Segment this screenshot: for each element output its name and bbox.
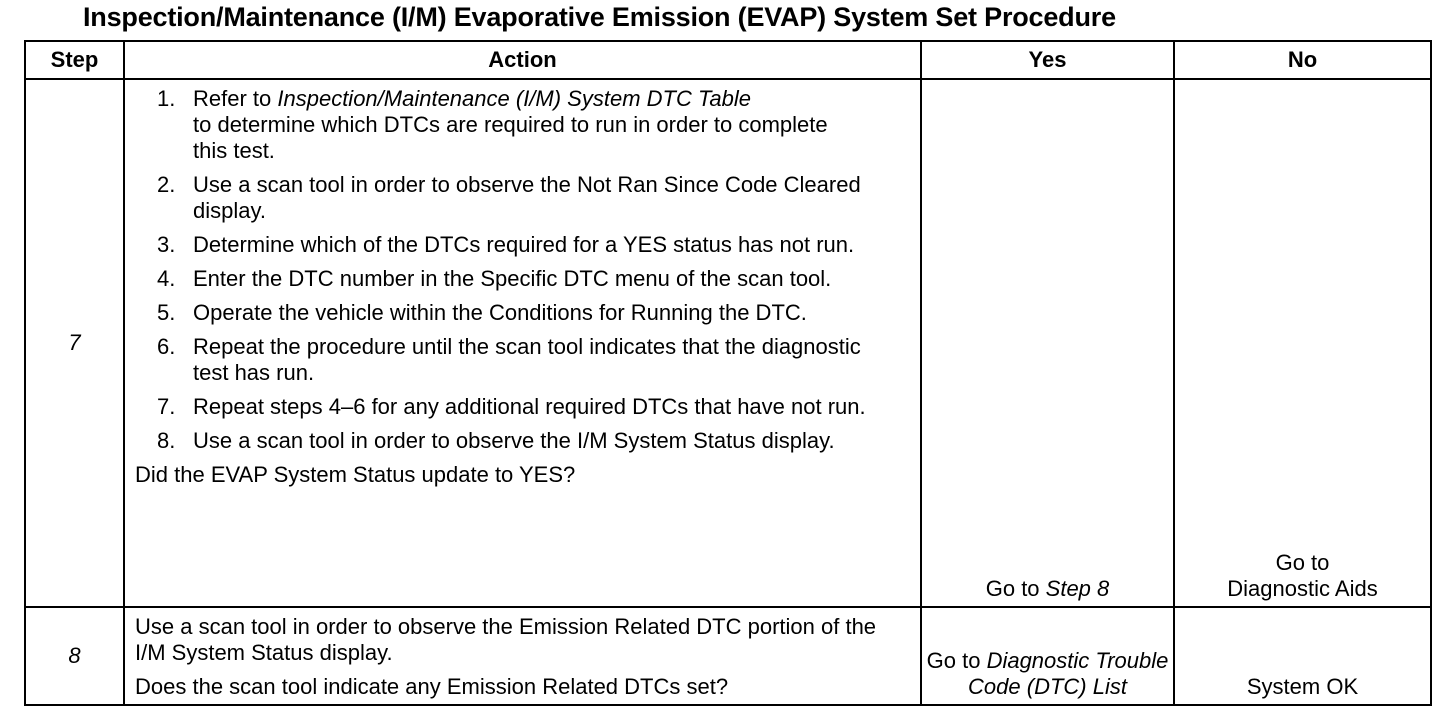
list-item bbox=[157, 232, 910, 258]
yes-action-text: Go to bbox=[926, 648, 987, 673]
step-action-text: Use a scan tool in order to observe the Emission Related DTC portion of the I/M System Status display. bbox=[135, 614, 877, 665]
action-cell bbox=[124, 607, 921, 705]
diagnostic-aids-link: Diagnostic Aids bbox=[1227, 576, 1378, 601]
table-row-step-8 bbox=[25, 607, 1431, 705]
list-item bbox=[157, 86, 910, 164]
header-action: Action bbox=[124, 41, 921, 79]
substep-text: Operate the vehicle within the Conditions for Running the DTC. bbox=[193, 300, 807, 325]
list-item bbox=[157, 266, 910, 292]
substep-text: Repeat steps 4–6 for any additional required DTCs that have not run. bbox=[193, 394, 866, 419]
yes-cell bbox=[921, 607, 1174, 705]
page-title: Inspection/Maintenance (I/M) Evaporative Emission (EVAP) System Set Procedure bbox=[83, 2, 1116, 32]
yes-action-text: Go to bbox=[985, 576, 1046, 601]
system-ok-text: System OK bbox=[1246, 674, 1359, 699]
substep-text: Enter the DTC number in the Specific DTC menu of the scan tool. bbox=[193, 266, 832, 291]
substep-number: 4. bbox=[157, 266, 176, 291]
yes-cell bbox=[921, 79, 1174, 607]
header-no: No bbox=[1174, 41, 1431, 79]
list-item bbox=[157, 172, 910, 224]
header-row bbox=[25, 41, 1431, 79]
procedure-table bbox=[24, 40, 1432, 706]
action-cell bbox=[124, 79, 921, 607]
substep-number: 1. bbox=[157, 86, 176, 111]
substep-number: 7. bbox=[157, 394, 176, 419]
table-reference-link: Inspection/Maintenance (I/M) System DTC Table bbox=[277, 86, 751, 111]
substep-text: Determine which of the DTCs required for a YES status has not run. bbox=[193, 232, 855, 257]
substep-text: Repeat the procedure until the scan tool indicates that the diagnostic test has run. bbox=[193, 334, 861, 385]
header-yes: Yes bbox=[921, 41, 1174, 79]
list-item bbox=[157, 300, 910, 326]
substep-number: 8. bbox=[157, 428, 176, 453]
substep-text: Use a scan tool in order to observe the Not Ran Since Code Cleared display. bbox=[193, 172, 861, 223]
substep-number: 6. bbox=[157, 334, 176, 359]
no-action-text: Go to bbox=[1275, 550, 1330, 575]
go-to-step-link: Step 8 bbox=[1045, 576, 1110, 601]
substep-number: 2. bbox=[157, 172, 176, 197]
list-item bbox=[157, 428, 910, 454]
substep-number: 3. bbox=[157, 232, 176, 257]
no-cell bbox=[1174, 607, 1431, 705]
step-question: Did the EVAP System Status update to YES? bbox=[135, 462, 576, 487]
no-cell bbox=[1174, 79, 1431, 607]
substep-text-prefix: Refer to bbox=[193, 86, 278, 111]
substep-text: Use a scan tool in order to observe the I/M System Status display. bbox=[193, 428, 835, 453]
substep-number: 5. bbox=[157, 300, 176, 325]
step-number: 8 bbox=[25, 607, 124, 705]
list-item bbox=[157, 394, 910, 420]
table-row-step-7 bbox=[25, 79, 1431, 607]
dtc-list-link: Diagnostic Trouble Code (DTC) List bbox=[968, 648, 1169, 699]
substep-list bbox=[125, 80, 920, 454]
step-question: Does the scan tool indicate any Emission Related DTCs set? bbox=[135, 674, 729, 699]
list-item bbox=[157, 334, 910, 386]
substep-text-suffix: to determine which DTCs are required to run in order to complete this test. bbox=[193, 112, 828, 163]
header-step: Step bbox=[25, 41, 124, 79]
step-number: 7 bbox=[25, 79, 124, 607]
